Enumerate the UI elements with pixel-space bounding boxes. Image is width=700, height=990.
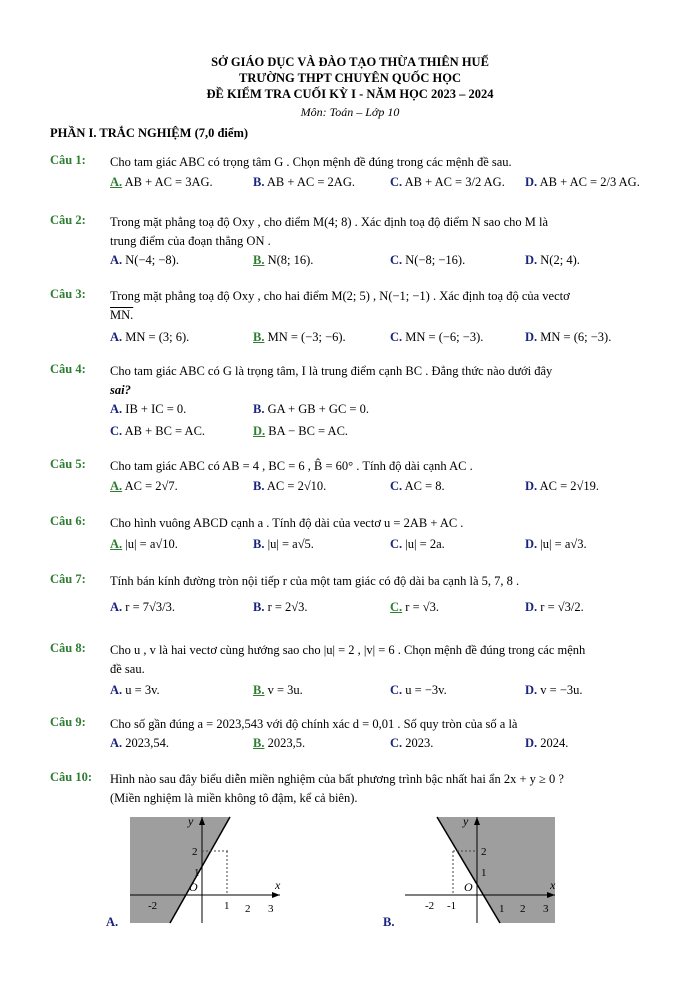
- question-label: Câu 4:: [50, 362, 86, 376]
- options-row: A. r = 7√3/3. B. r = 2√3. C. r = √3. D. r = √3/2.: [110, 600, 584, 614]
- question-4: [50, 362, 650, 442]
- question-text: Cho số gần đúng a = 2023,543 với độ chính xác d = 0,01 . Số quy tròn của số a là: [110, 717, 518, 731]
- question-text: Cho tam giác ABC có trọng tâm G . Chọn mệnh đề đúng trong các mệnh đề sau.: [110, 155, 512, 169]
- question-label: Câu 2:: [50, 213, 86, 227]
- header-dept: SỞ GIÁO DỤC VÀ ĐÀO TẠO THỪA THIÊN HUẾ: [211, 55, 489, 69]
- question-2: [50, 213, 650, 273]
- tick-x: 2: [245, 903, 251, 915]
- origin-label: O: [189, 880, 198, 894]
- question-label: Câu 3:: [50, 287, 86, 301]
- question-text: Trong mặt phẳng toạ độ Oxy , cho hai điểm M(2; 5) , N(−1; −1) . Xác định toạ độ của vectơ MN.: [110, 289, 570, 322]
- question-text: Cho u , v là hai vectơ cùng hướng sao cho |u| = 2 , |v| = 6 . Chọn mệnh đề đúng trong các mệnh đề sau.: [110, 643, 586, 676]
- axis-label-x: x: [550, 878, 556, 892]
- question-label: Câu 9:: [50, 715, 86, 729]
- tick-y: 2: [481, 846, 487, 858]
- graph-a-label: A.: [106, 915, 119, 929]
- tick-y: 2: [192, 846, 198, 858]
- options-row: A. AC = 2√7. B. AC = 2√10. C. AC = 8. D. AC = 2√19.: [110, 479, 599, 493]
- axis-label-y: y: [463, 815, 469, 828]
- options-row: A. IB + IC = 0. B. GA + GB + GC = 0.: [110, 402, 369, 416]
- question-label: Câu 10:: [50, 770, 93, 784]
- question-text: Hình nào sau đây biểu diễn miền nghiệm của bất phương trình bậc nhất hai ẩn 2x + y ≥ 0 ? (Miền nghiệm là miền không tô đậm, kể cả biên).: [110, 772, 564, 805]
- tick-x: 2: [520, 903, 526, 915]
- options-row: A. N(−4; −8). B. N(8; 16). C. N(−8; −16). D. N(2; 4).: [110, 253, 580, 267]
- question-3: [50, 287, 650, 347]
- tick-x: -1: [447, 900, 457, 912]
- question-text: Trong mặt phẳng toạ độ Oxy , cho điểm M(4; 8) . Xác định toạ độ điểm N sao cho M là trung điểm của đoạn thẳng ON .: [110, 215, 549, 248]
- axis-label-x: x: [275, 878, 281, 892]
- header-subject: Môn: Toán – Lớp 10: [300, 105, 400, 119]
- tick-x: -2: [148, 900, 158, 912]
- options-row: A. MN = (3; 6). B. MN = (−3; −6). C. MN = (−6; −3). D. MN = (6; −3).: [110, 330, 612, 344]
- origin-label: O: [464, 880, 473, 894]
- question-label: Câu 6:: [50, 514, 86, 528]
- tick-y: 1: [194, 867, 200, 879]
- question-label: Câu 5:: [50, 457, 86, 471]
- options-row: A. u = 3v. B. v = 3u. C. u = −3v. D. v = −3u.: [110, 683, 583, 697]
- question-9: [50, 715, 650, 760]
- tick-x: 1: [224, 900, 230, 912]
- shaded-region: [130, 817, 230, 923]
- graph-b-label: B.: [383, 915, 395, 929]
- part-title: PHẦN I. TRẮC NGHIỆM (7,0 điểm): [50, 126, 249, 140]
- question-label: Câu 1:: [50, 153, 86, 167]
- question-label: Câu 7:: [50, 572, 86, 586]
- question-text: Tính bán kính đường tròn nội tiếp r của một tam giác có độ dài ba cạnh là 5, 7, 8 .: [110, 574, 520, 588]
- tick-y: 1: [481, 867, 487, 879]
- tick-x: 3: [543, 903, 549, 915]
- options-row: A. AB + AC = 3AG. B. AB + AC = 2AG. C. AB + AC = 3/2 AG. D. AB + AC = 2/3 AG.: [110, 175, 640, 189]
- question-5: [50, 457, 650, 502]
- tick-x: -2: [425, 900, 435, 912]
- question-text: Cho hình vuông ABCD cạnh a . Tính độ dài của vectơ u = 2AB + AC .: [110, 516, 464, 530]
- graph-a: [120, 815, 290, 925]
- header-school: TRƯỜNG THPT CHUYÊN QUỐC HỌC: [238, 71, 461, 85]
- options-row: A. |u| = a√10. B. |u| = a√5. C. |u| = 2a. D. |u| = a√3.: [110, 537, 587, 551]
- question-6: [50, 514, 650, 559]
- question-10: [50, 770, 650, 815]
- options-row: A. 2023,54. B. 2023,5. C. 2023. D. 2024.: [110, 736, 569, 750]
- axis-label-y: y: [188, 815, 194, 828]
- header-exam: ĐỀ KIỂM TRA CUỐI KỲ I - NĂM HỌC 2023 – 2024: [206, 87, 494, 101]
- question-7: [50, 572, 650, 627]
- tick-x: 1: [499, 903, 505, 915]
- question-label: Câu 8:: [50, 641, 86, 655]
- question-1: [50, 153, 650, 198]
- tick-x: 3: [268, 903, 274, 915]
- question-text: Cho tam giác ABC có G là trọng tâm, I là trung điểm cạnh BC . Đẳng thức nào dưới đây sai?: [110, 364, 553, 397]
- question-text: Cho tam giác ABC có AB = 4 , BC = 6 , B̂ = 60° . Tính độ dài cạnh AC .: [110, 459, 473, 473]
- options-row: C. AB + BC = AC. D. BA − BC = AC.: [110, 424, 349, 438]
- graph-b: [395, 815, 565, 925]
- question-8: [50, 641, 650, 706]
